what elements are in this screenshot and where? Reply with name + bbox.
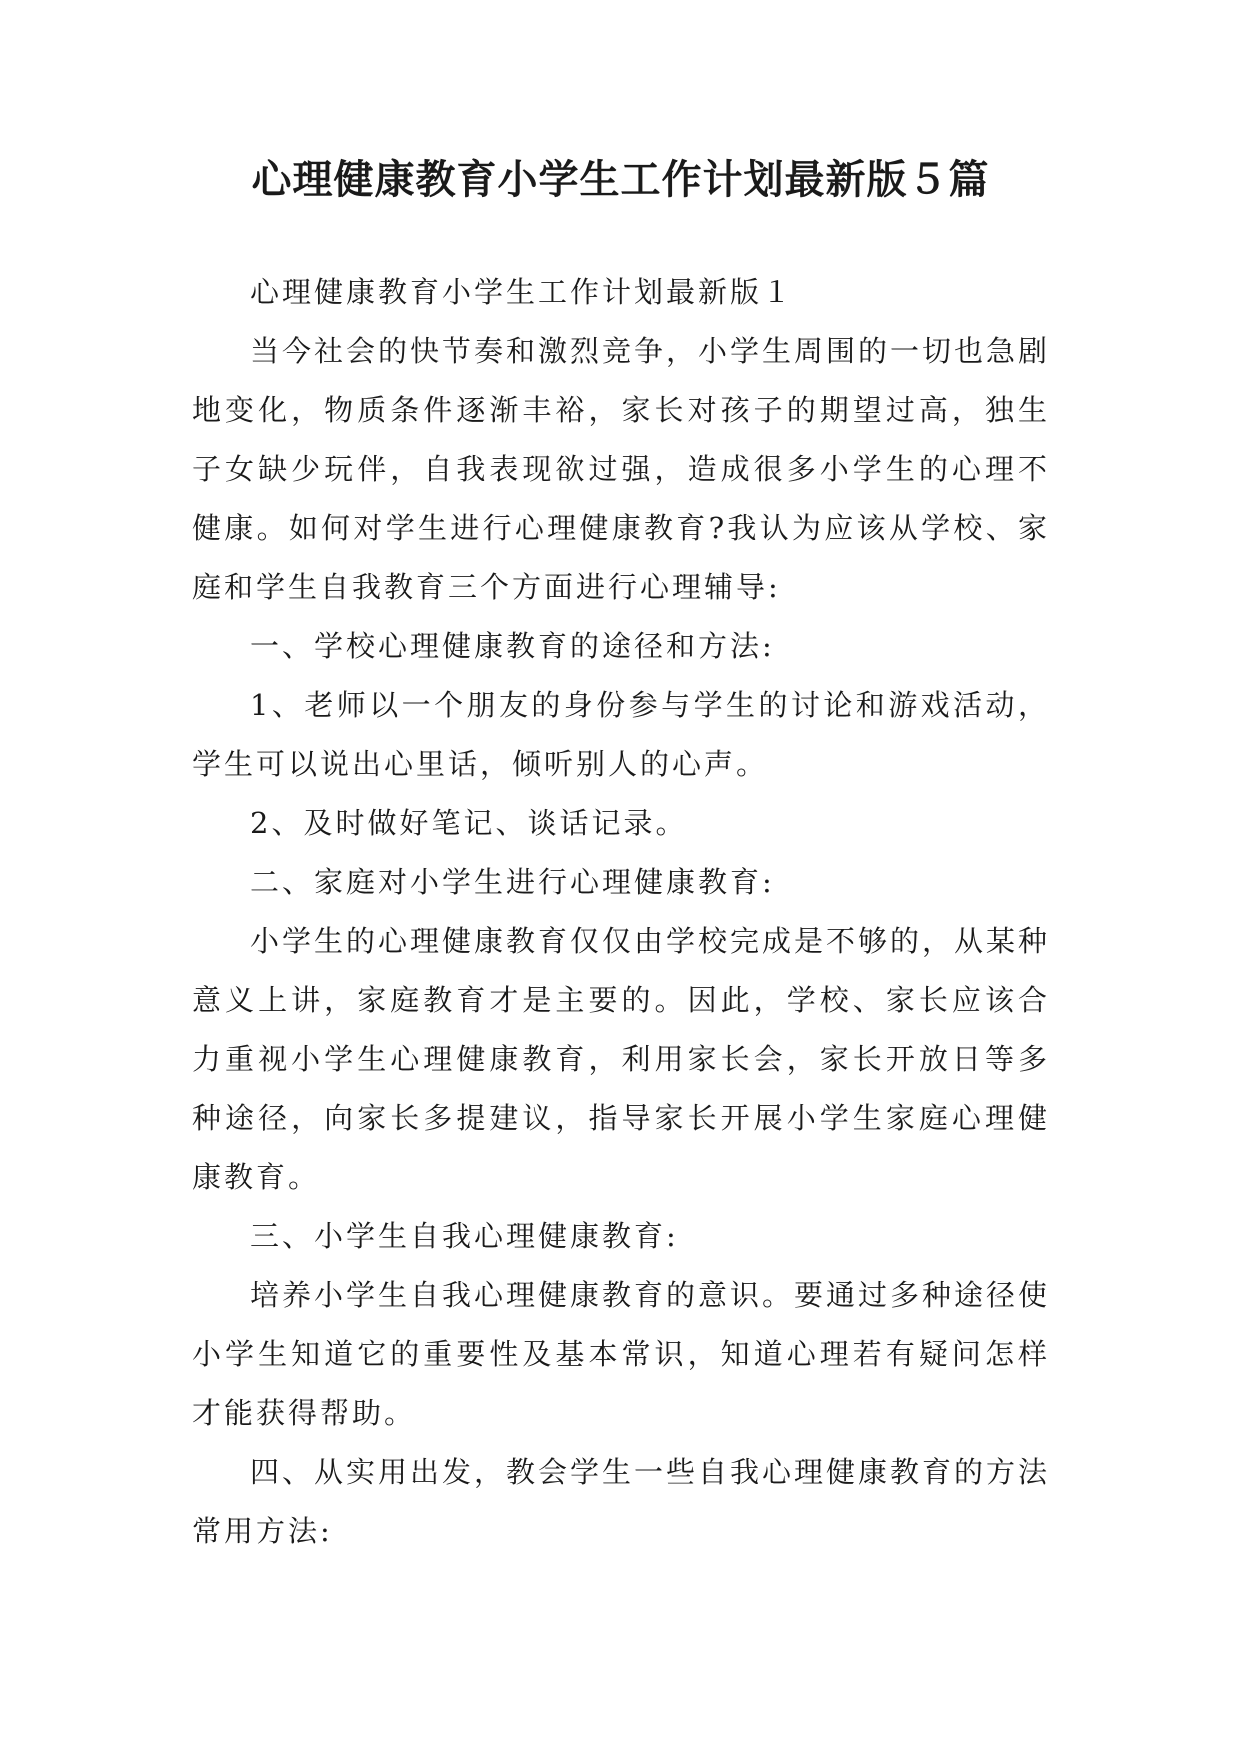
intro-paragraph: 当今社会的快节奏和激烈竞争，小学生周围的一切也急剧地变化，物质条件逐渐丰裕，家长对孩子的期望过高，独生子女缺少玩伴，自我表现欲过强，造成很多小学生的心理不健康。如何对学生进行心理健康教育?我认为应该从学校、家庭和学生自我教育三个方面进行心理辅导:	[192, 334, 1051, 604]
section-heading-practical: 四、从实用出发，教会学生一些自我心理健康教育的方法常用方法:	[192, 1455, 1051, 1548]
document-title: 心理健康教育小学生工作计划最新版５篇	[251, 156, 990, 203]
self-paragraph: 培养小学生自我心理健康教育的意识。要通过多种途径使小学生知道它的重要性及基本常识，知道心理若有疑问怎样才能获得帮助。	[192, 1278, 1051, 1430]
section-heading-family: 二、家庭对小学生进行心理健康教育:	[250, 865, 775, 899]
family-paragraph: 小学生的心理健康教育仅仅由学校完成是不够的，从某种意义上讲，家庭教育才是主要的。因此，学校、家长应该合力重视小学生心理健康教育，利用家长会，家长开放日等多种途径，向家长多提建议，指导家长开展小学生家庭心理健康教育。	[192, 924, 1051, 1194]
document-body	[192, 263, 1050, 1561]
section-heading-self: 三、小学生自我心理健康教育:	[250, 1219, 679, 1253]
subtitle-paragraph: 心理健康教育小学生工作计划最新版１	[250, 275, 795, 309]
section-heading-school: 一、学校心理健康教育的途径和方法:	[250, 629, 775, 663]
list-item-2: 2、及时做好笔记、谈话记录。	[250, 806, 688, 840]
list-item-1: 1、老师以一个朋友的身份参与学生的讨论和游戏活动，学生可以说出心里话，倾听别人的心声。	[192, 688, 1050, 781]
